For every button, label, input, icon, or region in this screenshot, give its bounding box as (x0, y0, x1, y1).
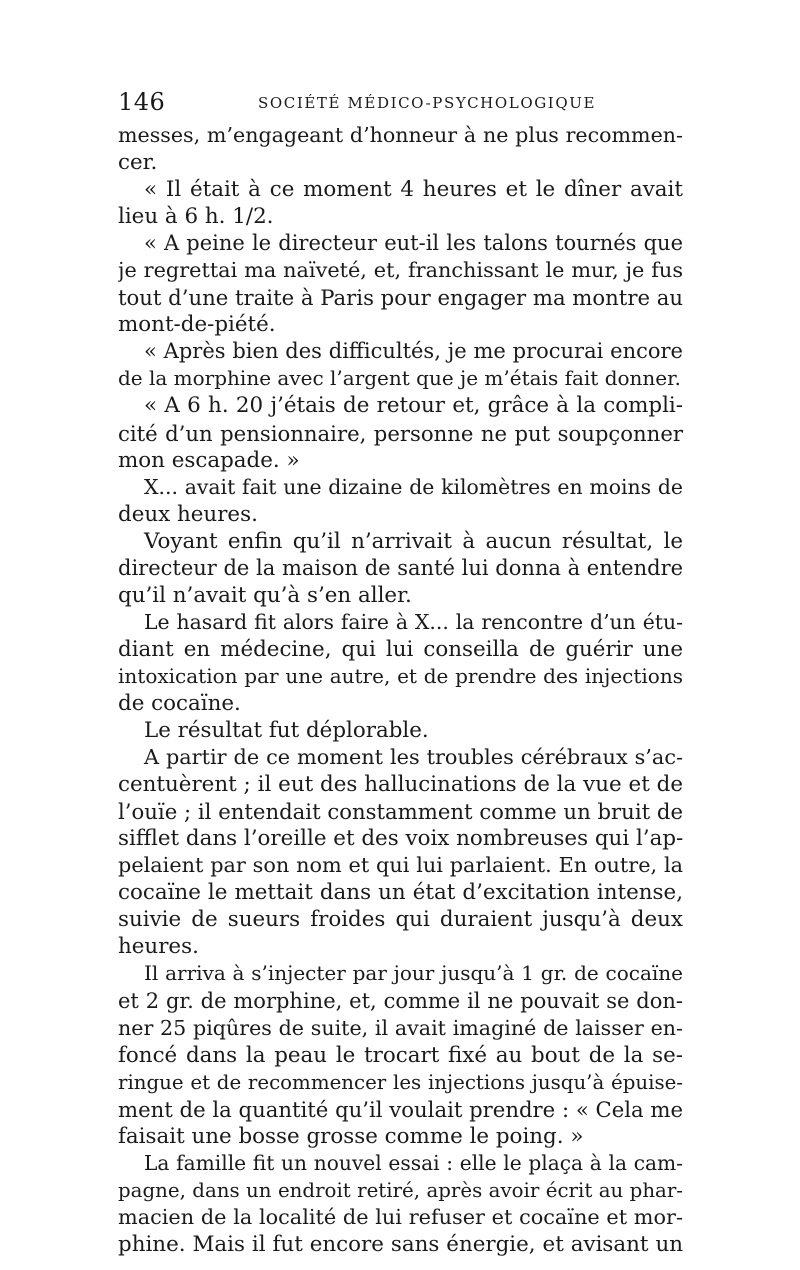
text-line: mon escapade. » (118, 447, 300, 473)
text-line: de la morphine avec l’argent que je m’étais fait donner. (118, 366, 681, 391)
page-number: 146 (118, 88, 166, 116)
running-title: SOCIÉTÉ MÉDICO-PSYCHOLOGIQUE (258, 94, 597, 112)
text-line: cer. (118, 150, 158, 176)
running-head (118, 88, 688, 118)
text-line: et 2 gr. de morphine, et, comme il ne pouvait se don- (118, 988, 683, 1013)
text-line: mont-de-piété. (118, 312, 276, 338)
text-line: pelaient par son nom et qui lui parlaient. En outre, la (118, 853, 683, 878)
text-line: diant en médecine, qui lui conseilla de guérir une (118, 636, 683, 662)
text-line: « Après bien des difficultés, je me procurai encore (144, 339, 683, 364)
text-line: sifflet dans l’oreille et des voix nombreuses qui l’ap- (118, 826, 683, 852)
text-line: messes, m’engageant d’honneur à ne plus recommen- (118, 123, 683, 147)
text-line: « A peine le directeur eut-il les talons tournés que (144, 231, 683, 256)
text-line: phine. Mais il fut encore sans énergie, et avisant un (118, 1231, 683, 1257)
body-text (118, 122, 683, 1258)
text-line: l’ouïe ; il entendait constamment comme un bruit de (118, 799, 683, 825)
text-line: directeur de la maison de santé lui donna à entendre (118, 555, 683, 580)
text-line: ner 25 piqûres de suite, il avait imaginé de laisser en- (118, 1015, 683, 1040)
text-line: intoxication par une autre, et de prendre des injections (118, 663, 683, 688)
text-line: A partir de ce moment les troubles cérébraux s’ac- (144, 745, 683, 770)
text-line: macien de la localité de lui refuser et cocaïne et mor- (118, 1204, 683, 1229)
text-line: La famille fit un nouvel essai : elle le plaça à la cam- (144, 1150, 683, 1175)
text-line: Le hasard fit alors faire à X... la rencontre d’un étu- (144, 609, 683, 634)
text-line: deux heures. (118, 501, 258, 527)
text-line: Le résultat fut déplorable. (144, 718, 429, 744)
text-line: cocaïne le mettait dans un état d’excitation intense, (118, 880, 683, 906)
text-line: « Il était à ce moment 4 heures et le dîner avait (144, 177, 683, 203)
text-line: centuèrent ; il eut des hallucinations de la vue et de (118, 772, 683, 798)
text-line: « A 6 h. 20 j’étais de retour et, grâce à la compli- (144, 393, 683, 419)
text-line: heures. (118, 934, 199, 960)
text-line: suivie de sueurs froides qui duraient jusqu’à deux (118, 907, 683, 933)
text-line: de cocaïne. (118, 690, 241, 716)
text-line: qu’il n’avait qu’à s’en aller. (118, 582, 412, 608)
text-line: ment de la quantité qu’il voulait prendre : « Cela me (118, 1096, 683, 1122)
text-line: Voyant enfin qu’il n’arrivait à aucun résultat, le (144, 528, 683, 554)
text-line: pagne, dans un endroit retiré, après avoir écrit au phar- (118, 1178, 683, 1202)
text-line: tout d’une traite à Paris pour engager ma montre au (118, 285, 683, 311)
text-line: cité d’un pensionnaire, personne ne put soupçonner (118, 420, 683, 446)
text-line: lieu à 6 h. 1/2. (118, 204, 274, 230)
text-line: faisait une bosse grosse comme le poing. » (118, 1123, 584, 1149)
text-line: ringue et de recommencer les injections jusqu’à épuise- (118, 1070, 683, 1094)
text-line: je regrettai ma naïveté, et, franchissant le mur, je fus (118, 258, 683, 283)
text-line: foncé dans la peau le trocart fixé au bout de la se- (118, 1042, 683, 1068)
text-line: X... avait fait une dizaine de kilomètres en moins de (144, 474, 683, 499)
text-line: Il arriva à s’injecter par jour jusqu’à 1 gr. de cocaïne (144, 961, 683, 986)
